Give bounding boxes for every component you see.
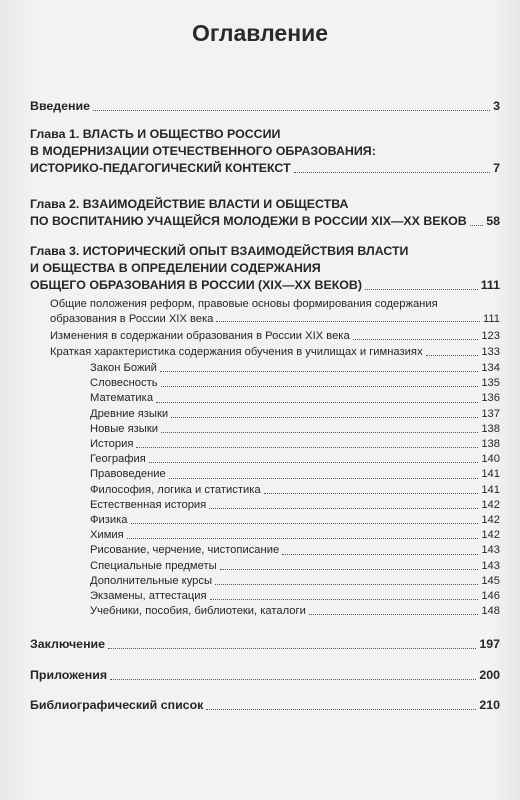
leader-dots <box>108 648 476 649</box>
toc-subject-item <box>90 467 500 482</box>
leader-dots <box>161 432 478 433</box>
toc-entry-label: Дополнительные курсы <box>90 574 213 587</box>
toc-page-number: 210 <box>479 698 500 712</box>
leader-dots <box>169 478 479 479</box>
leader-dots <box>470 225 483 226</box>
toc-page-number: 137 <box>481 407 500 420</box>
leader-dots <box>161 386 479 387</box>
toc-entry-label: Физика <box>90 514 128 527</box>
toc-subject-item <box>90 361 500 376</box>
toc-entry-label: Экзамены, аттестация <box>90 590 207 603</box>
toc-entry-conclusion <box>30 636 500 653</box>
leader-dots <box>160 371 478 372</box>
leader-dots <box>206 709 476 710</box>
toc-entry-label: Общие положения реформ, правовые основы формирования содержания <box>50 298 438 310</box>
toc-page-number: 111 <box>482 312 500 325</box>
leader-dots <box>294 172 490 173</box>
toc-page-number: 111 <box>480 278 500 292</box>
toc-subject-item <box>90 483 500 498</box>
page-title: Оглавление <box>191 20 329 46</box>
leader-dots <box>209 508 478 509</box>
toc-entry-label: Рисование, черчение, чистописание <box>90 544 280 557</box>
toc-page-number: 136 <box>481 392 500 405</box>
leader-dots <box>171 417 478 418</box>
toc-entry-label: образования в России XIX века <box>50 312 214 325</box>
toc-entry-label: Приложения <box>30 668 108 682</box>
toc-page-number: 140 <box>481 453 500 466</box>
toc-entry-label: Заключение <box>30 637 106 651</box>
toc-subject-item <box>90 422 500 437</box>
toc-page-number: 7 <box>493 161 500 175</box>
toc-subject-item <box>90 574 500 589</box>
toc-entry-label: ОБЩЕГО ОБРАЗОВАНИЯ В РОССИИ (XIX—XX ВЕКОВ) <box>30 278 362 292</box>
toc-entry-label: Закон Божий <box>90 362 157 374</box>
toc-page-number: 200 <box>479 668 500 682</box>
toc-subject-item <box>90 513 500 528</box>
toc-entry-section-3 <box>50 345 500 360</box>
toc-entry-appendix <box>30 667 500 684</box>
toc-page-number: 138 <box>481 438 500 451</box>
leader-dots <box>426 355 479 356</box>
toc-page-number: 142 <box>481 498 500 511</box>
toc-entry-label: Введение <box>30 99 91 113</box>
toc-entry-chapter-3 <box>30 243 500 294</box>
toc-entry-label: Глава 3. ИСТОРИЧЕСКИЙ ОПЫТ ВЗАИМОДЕЙСТВИЯ ВЛАСТИ <box>30 244 409 258</box>
toc-subject-item <box>90 407 500 422</box>
toc-subject-item <box>90 376 500 391</box>
toc-page-number: 197 <box>479 637 500 651</box>
toc-entry-label: Древние языки <box>90 407 169 420</box>
toc-subject-item <box>90 604 500 619</box>
toc-subject-item <box>90 543 500 558</box>
leader-dots <box>149 462 479 463</box>
toc-page-number: 123 <box>481 330 500 342</box>
leader-dots <box>210 599 479 600</box>
toc-page-number: 143 <box>481 544 500 557</box>
leader-dots <box>136 447 478 448</box>
toc-page-number: 135 <box>481 377 500 390</box>
toc-subject-item <box>90 391 500 406</box>
leader-dots <box>220 569 479 570</box>
toc-entry-label: Правоведение <box>90 468 166 481</box>
toc-page-number: 142 <box>481 529 500 542</box>
toc-entry-chapter-1 <box>30 126 500 177</box>
toc-entry-label: Глава 2. ВЗАИМОДЕЙСТВИЕ ВЛАСТИ И ОБЩЕСТВА <box>30 197 349 211</box>
toc-page-number: 141 <box>481 468 500 481</box>
toc-page-number: 146 <box>481 590 500 603</box>
toc-entry-label: Химия <box>90 529 124 542</box>
toc-subjects-list <box>90 361 500 619</box>
toc-entry-label: Математика <box>90 392 154 405</box>
leader-dots <box>131 523 479 524</box>
toc-entry-label: ИСТОРИКО-ПЕДАГОГИЧЕСКИЙ КОНТЕКСТ <box>30 161 291 175</box>
toc-entry-label: В МОДЕРНИЗАЦИИ ОТЕЧЕСТВЕННОГО ОБРАЗОВАНИЯ: <box>30 144 376 158</box>
toc-page-number: 148 <box>481 605 500 618</box>
toc-entry-intro <box>30 98 500 115</box>
leader-dots <box>93 110 490 111</box>
leader-dots <box>365 289 478 290</box>
toc-entry-label: Философия, логика и статистика <box>90 483 261 496</box>
leader-dots <box>216 321 480 322</box>
leader-dots <box>282 554 478 555</box>
toc-subject-item <box>90 559 500 574</box>
leader-dots <box>215 584 478 585</box>
toc-subject-item <box>90 528 500 543</box>
leader-dots <box>264 493 479 494</box>
leader-dots <box>127 538 479 539</box>
toc-page-number: 143 <box>481 559 500 572</box>
toc-entry-label: И ОБЩЕСТВА В ОПРЕДЕЛЕНИИ СОДЕРЖАНИЯ <box>30 261 321 275</box>
toc-page-number: 145 <box>481 574 500 587</box>
toc-entry-label: Учебники, пособия, библиотеки, каталоги <box>90 605 306 618</box>
toc-entry-label: Изменения в содержании образования в России XIX века <box>50 330 350 342</box>
toc-entry-label: Естественная история <box>90 498 207 511</box>
toc-entry-label: Специальные предметы <box>90 559 217 572</box>
toc-entry-label: История <box>90 438 134 451</box>
toc-entry-label: Словесность <box>90 377 158 390</box>
leader-dots <box>156 402 478 403</box>
toc-entry-label: Библиографический список <box>30 698 204 712</box>
toc-subject-item <box>90 498 500 513</box>
toc-subject-item <box>90 589 500 604</box>
leader-dots <box>309 614 479 615</box>
toc-entry-bibliography <box>30 697 500 714</box>
toc-entry-label: География <box>90 453 146 466</box>
toc-page-number: 133 <box>481 346 500 358</box>
leader-dots <box>110 679 476 680</box>
toc-entry-label: ПО ВОСПИТАНИЮ УЧАЩЕЙСЯ МОЛОДЕЖИ В РОССИИ XIX—XX ВЕКОВ <box>30 214 467 228</box>
toc-subject-item <box>90 452 500 467</box>
toc-page-number: 142 <box>481 514 500 527</box>
toc-entry-section-1 <box>50 297 500 326</box>
toc-page-number: 134 <box>481 362 500 374</box>
toc-entry-section-2 <box>50 329 500 344</box>
leader-dots <box>353 339 479 340</box>
toc-page-number: 141 <box>481 483 500 496</box>
toc-page-number: 58 <box>486 214 500 228</box>
toc-page-number: 138 <box>481 422 500 435</box>
toc-entry-chapter-2 <box>30 196 500 230</box>
toc-subject-item <box>90 437 500 452</box>
toc-page-number: 3 <box>493 99 500 113</box>
toc-entry-label: Краткая характеристика содержания обучения в училищах и гимназиях <box>50 346 423 358</box>
toc-entry-label: Новые языки <box>90 422 158 435</box>
toc-entry-label: Глава 1. ВЛАСТЬ И ОБЩЕСТВО РОССИИ <box>30 127 281 141</box>
